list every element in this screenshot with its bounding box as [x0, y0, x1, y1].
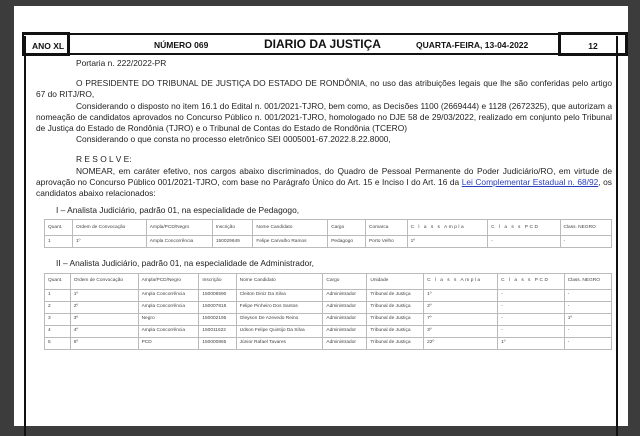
table-cell: Tribunal de Justiça	[367, 337, 424, 349]
document-body	[36, 58, 612, 350]
column-header: Ampla/PCD/Negro	[138, 273, 199, 289]
table-cell: -	[564, 325, 611, 337]
table-cell: 1	[45, 236, 73, 248]
column-header: Nome Candidato	[236, 273, 323, 289]
table-cell: Udson Felipe Quintijo Da Silva	[236, 325, 323, 337]
table-cell: Negro	[138, 313, 199, 325]
table-cell: 4º	[70, 325, 138, 337]
table-header-row	[45, 273, 612, 289]
table-cell: Felipe Carvalho Ramos	[253, 236, 328, 248]
paragraph-4	[36, 166, 612, 200]
table-cell: -	[564, 301, 611, 313]
table-cell: -	[498, 289, 565, 301]
p4-text: NOMEAR, em caráter efetivo, nos cargos abaixo discriminados, do Quadro de Pessoal Permanente do Poder Judiciário/RO, em virtude de aprovação no Concurso Público 001/2021-TJRO, com base no Parágrafo Único do Art. 15 e Inciso I do Art. 16 da	[36, 165, 612, 187]
issue-date: QUARTA-FEIRA, 13-04-2022	[416, 40, 529, 50]
table-cell: Júnior Rafael Tavares	[236, 337, 323, 349]
table-cell: 1º	[424, 289, 498, 301]
table-cell: Administrador	[323, 313, 367, 325]
table-cell: 150029649	[212, 236, 253, 248]
table-cell: -	[564, 337, 611, 349]
table-cell: -	[488, 236, 560, 248]
column-header: Nome Candidato	[253, 220, 328, 236]
column-header: C l a s s PCD	[498, 273, 565, 289]
table-row	[45, 337, 612, 349]
table-cell: 150006590	[199, 289, 236, 301]
appointment-table	[44, 219, 612, 248]
table-cell: Cleiton Diniz Da Silva	[236, 289, 323, 301]
page-number: 12	[558, 32, 628, 56]
table-cell: Gleyson De Azevedo Reino	[236, 313, 323, 325]
column-header: Cargo	[323, 273, 367, 289]
table-header-row	[45, 220, 612, 236]
section-title: II – Analista Judiciário, padrão 01, na especialidade de Administrador,	[56, 258, 314, 269]
table-cell: Administrador	[323, 301, 367, 313]
column-header: Class. NEGRO	[560, 220, 611, 236]
table-cell: 1º	[564, 313, 611, 325]
table-cell: 3º	[70, 313, 138, 325]
table-cell: 2º	[424, 301, 498, 313]
resolve-heading: R E S O L V E:	[76, 154, 132, 165]
table-cell: Pedagogo	[328, 236, 366, 248]
table-cell: 1º	[73, 236, 147, 248]
table-cell: 150007818	[199, 301, 236, 313]
table-cell: Administrador	[323, 325, 367, 337]
table-cell: 3º	[424, 325, 498, 337]
appointment-table	[44, 273, 612, 350]
table-cell: 3	[45, 313, 71, 325]
table-cell: Ampla Concorrência	[146, 236, 212, 248]
column-header: Unidade	[367, 273, 424, 289]
table-cell: Ampla Concorrência	[138, 325, 199, 337]
table-cell: Tribunal de Justiça	[367, 301, 424, 313]
paragraph-2: Considerando o disposto no item 16.1 do Edital n. 001/2021-TJRO, bem como, as Decisões 1100 (2669444) e 1128 (2672325), que autorizam a nomeação de candidatos aprovados no Concurso Público n. 001/2021-TJRO, homologado no DJE 58 de 29/03/2022, realizado em conjunto pelo Tribunal de Justiça do Estado de Rondônia (TJRO) e o Tribunal de Contas do Estado de Rondônia (TCERO)	[36, 100, 612, 134]
table-cell: Administrador	[323, 289, 367, 301]
law-link[interactable]: Lei Complementar Estadual n. 68/92	[461, 176, 599, 187]
table-cell: -	[498, 313, 565, 325]
section-title: I – Analista Judiciário, padrão 01, na especialidade de Pedagogo,	[56, 205, 300, 216]
table-cell: PCD	[138, 337, 199, 349]
journal-title: DIARIO DA JUSTIÇA	[264, 37, 381, 51]
table-cell: 5º	[70, 337, 138, 349]
table-cell: 1	[45, 289, 71, 301]
column-header: Ordem de Convocação	[70, 273, 138, 289]
column-header: C l a s s Ampla	[407, 220, 488, 236]
table-cell: 150000865	[199, 337, 236, 349]
column-header: Class. NEGRO	[564, 273, 611, 289]
table-row	[45, 236, 612, 248]
table-cell: Tribunal de Justiça	[367, 325, 424, 337]
table-row	[45, 325, 612, 337]
document-page	[14, 6, 628, 426]
table-cell: Porto Velho	[365, 236, 407, 248]
table-cell: 2	[45, 301, 71, 313]
table-cell: 150011622	[199, 325, 236, 337]
table-cell: 2º	[70, 301, 138, 313]
column-header: Ampla/PCD/Negro	[146, 220, 212, 236]
table-cell: Ampla Concorrência	[138, 289, 199, 301]
column-header: Cargo	[328, 220, 366, 236]
table-cell: 4	[45, 325, 71, 337]
table-row	[45, 301, 612, 313]
table-cell: 150002195	[199, 313, 236, 325]
journal-header	[24, 33, 624, 55]
issue-number: NÚMERO 069	[154, 40, 209, 50]
table-cell: -	[498, 301, 565, 313]
table-cell: 1º	[498, 337, 565, 349]
column-header: C l a s s Ampla	[424, 273, 498, 289]
paragraph-1: O PRESIDENTE DO TRIBUNAL DE JUSTIÇA DO ESTADO DE RONDÔNIA, no uso das atribuições legais que lhe são conferidas pelo artigo 67 do RITJ/RO,	[36, 78, 612, 100]
p4-text-end: , os candidatos abaixo relacionados:	[36, 176, 612, 199]
table-row	[45, 313, 612, 325]
table-cell: 7º	[424, 313, 498, 325]
table-cell: -	[564, 289, 611, 301]
column-header: Ordem de Convocação	[73, 220, 147, 236]
table-cell: Tribunal de Justiça	[367, 289, 424, 301]
table-cell: Administrador	[323, 337, 367, 349]
table-cell: -	[560, 236, 611, 248]
column-header: Quant.	[45, 273, 71, 289]
table-cell: 1º	[407, 236, 488, 248]
column-header: Inscrição	[199, 273, 236, 289]
table-cell: Felipe Pinheiro Dos Santos	[236, 301, 323, 313]
table-cell: 22º	[424, 337, 498, 349]
column-header: Inscrição	[212, 220, 253, 236]
paragraph-3: Considerando o que consta no processo eletrônico SEI 0005001-67.2022.8.22.8000,	[76, 134, 391, 145]
table-cell: 5	[45, 337, 71, 349]
column-header: Quant.	[45, 220, 73, 236]
table-cell: Tribunal de Justiça	[367, 313, 424, 325]
portaria-number: Portaria n. 222/2022-PR	[76, 58, 167, 68]
column-header: C l a s s PCD	[488, 220, 560, 236]
table-cell: Ampla Concorrência	[138, 301, 199, 313]
year-box: ANO XL	[22, 32, 70, 56]
table-cell: 1º	[70, 289, 138, 301]
column-header: Comarca	[365, 220, 407, 236]
table-cell: -	[498, 325, 565, 337]
table-row	[45, 289, 612, 301]
